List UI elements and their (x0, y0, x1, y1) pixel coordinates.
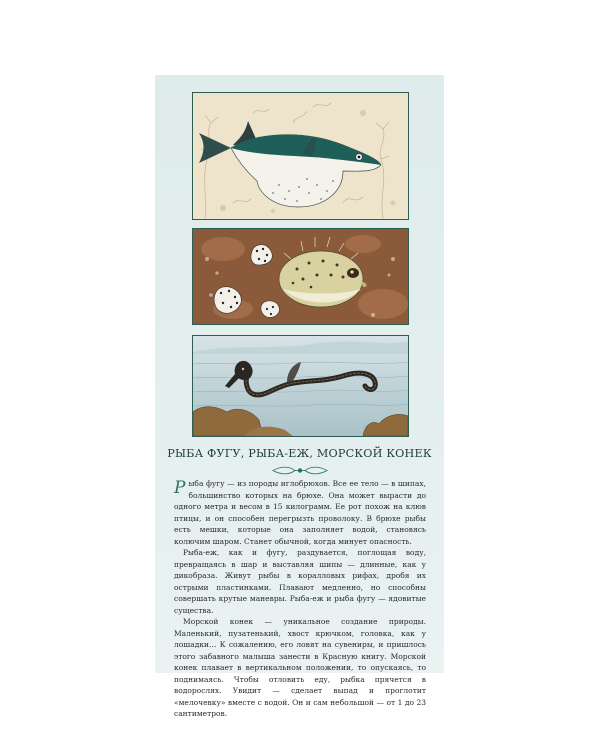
drop-cap: Р (174, 478, 186, 498)
book-page (155, 75, 444, 718)
paragraph-text: ыба фугу — из породы иглобрюхов. Все ее тело — в шипах, большинство которых на брюхе. Она может вырасти до одного метра и весом в 15 килограмм. Ее рот похож на клюв птицы, и он способен перегрызть проволоку. В брюхе рыбы есть мешки, которые она заполняет водой, становясь колючим шаром. Станет обычной, когда минует опасность. (174, 479, 426, 546)
paragraph-porcupine-fish: Рыба-еж, как и фугу, раздувается, поглощая воду, превращаясь в шар и выставляя шипы — длинные, как у дикобраза. Живут рыбы в коралловых рифах, дробя их острыми пластинками. Плавают медленно, но способны совершать крутые маневры. Рыба-еж и рыба фугу — ядовитые существа. (174, 548, 426, 615)
title-ornament (271, 466, 329, 475)
pufferfish-illustration (192, 92, 409, 220)
seahorse-illustration (192, 335, 409, 437)
article-body (174, 478, 426, 720)
page-title: РЫБА ФУГУ, РЫБА-ЕЖ, МОРСКОЙ КОНЕК (167, 447, 432, 460)
porcupine-fish-illustration (192, 228, 409, 325)
paragraph-pufferfish (174, 478, 426, 547)
paragraph-seahorse: Морской конек — уникальное создание природы. Маленький, пузатенький, хвост крючком, головка, как у лошадки… К сожалению, его ловят на сувениры, и пришлось этого забавного малыша занести в Красную книгу. Морской конек плавает в вертикальном положении, то опускаясь, то поднимаясь. Чтобы отловить еду, рыбка прячется в водорослях. Увидит — сделает выпад и проглотит «мелочевку» вместе с водой. Он и сам небольшой — от 1 до 23 сантиметров. (174, 617, 426, 718)
